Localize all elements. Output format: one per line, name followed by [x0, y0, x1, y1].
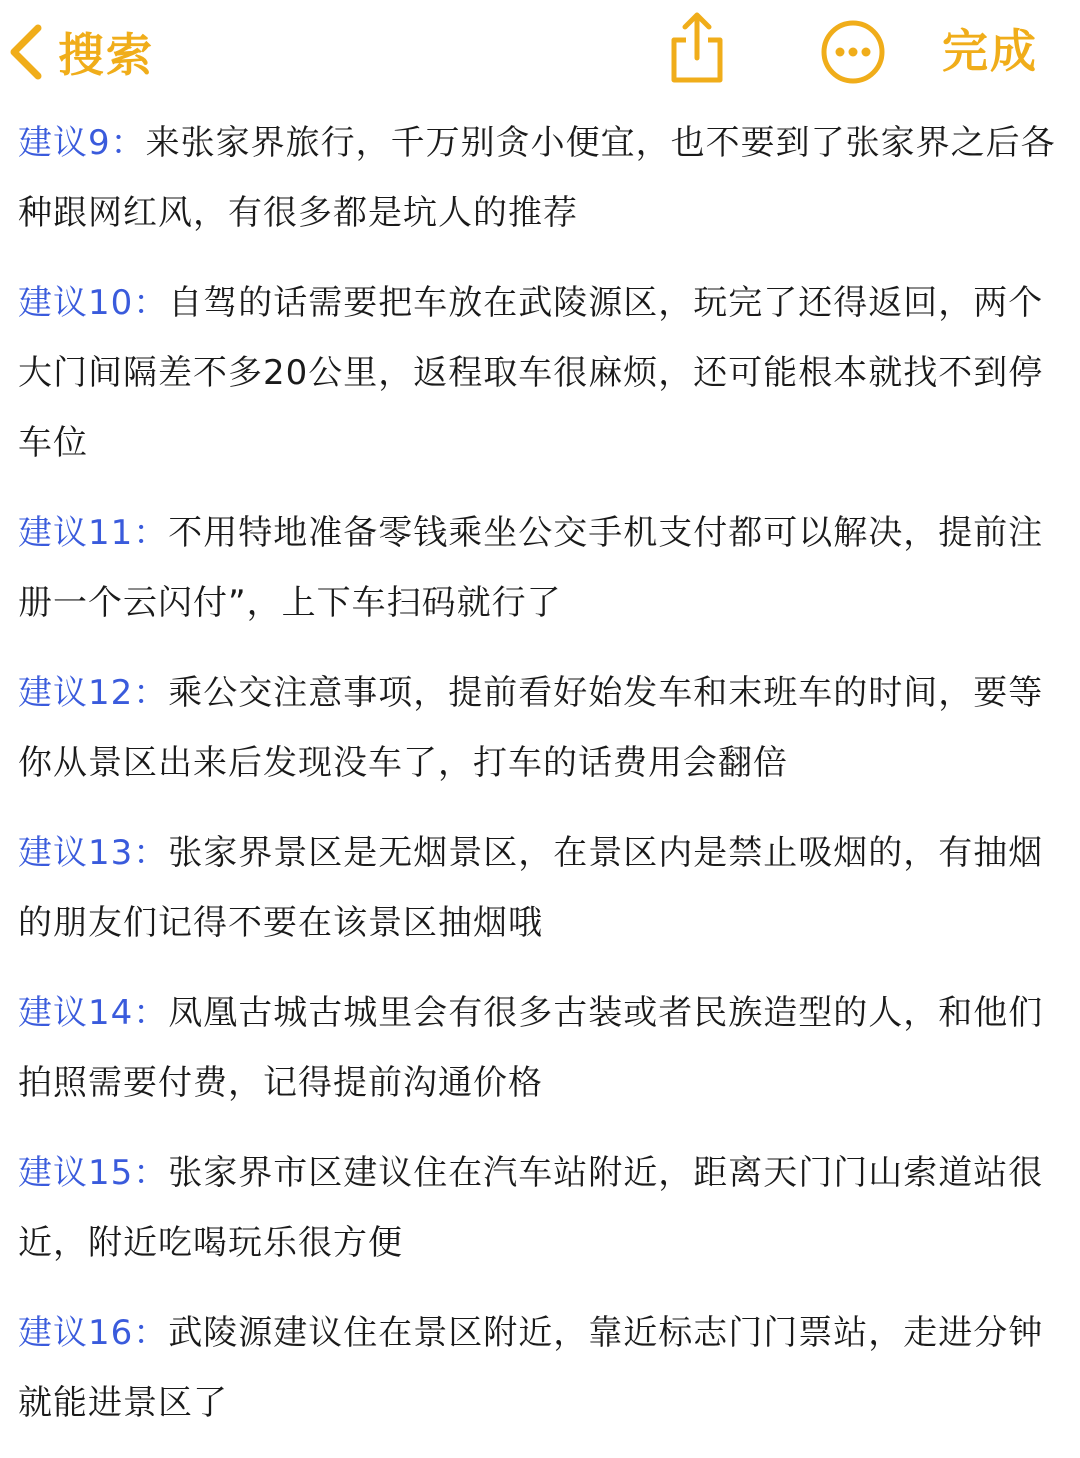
tip-item: [18, 1298, 1068, 1438]
tip-item: [18, 268, 1068, 478]
tip-text: 武陵源建议住在景区附近，靠近标志门门票站，走进分钟就能进景区了: [18, 1313, 1044, 1423]
tip-item: [18, 978, 1068, 1118]
tip-item: [18, 658, 1068, 798]
tip-text: 来张家界旅行，千万别贪小便宜，也不要到了张家界之后各种跟网红风，有很多都是坑人的推荐: [18, 123, 1056, 233]
chevron-left-icon: [8, 24, 44, 80]
tip-label: 建议15：: [18, 1153, 169, 1193]
tip-label: 建议13：: [18, 833, 169, 873]
tip-label: 建议10：: [18, 283, 169, 323]
tip-text: 不用特地准备零钱乘坐公交手机支付都可以解决，提前注册一个云闪付”，上下车扫码就行了: [18, 513, 1044, 623]
tip-label: 建议12：: [18, 673, 169, 713]
tip-text: 自驾的话需要把车放在武陵源区，玩完了还得返回，两个大门间隔差不多20公里，返程取车很麻烦，还可能根本就找不到停车位: [18, 283, 1044, 463]
tip-text: 张家界景区是无烟景区，在景区内是禁止吸烟的，有抽烟的朋友们记得不要在该景区抽烟哦: [18, 833, 1044, 943]
tip-item: [18, 108, 1068, 248]
tip-text: 乘公交注意事项，提前看好始发车和末班车的时间，要等你从景区出来后发现没车了，打车的话费用会翻倍: [18, 673, 1044, 783]
back-label: 搜索: [58, 28, 154, 82]
tip-item: [18, 498, 1068, 638]
tip-item: [18, 1138, 1068, 1278]
share-button[interactable]: [664, 10, 730, 86]
tip-label: 建议16：: [18, 1313, 169, 1353]
tip-label: 建议9：: [18, 123, 146, 163]
more-options-button[interactable]: [820, 19, 886, 85]
tip-text: 张家界市区建议住在汽车站附近，距离天门门山索道站很近，附近吃喝玩乐很方便: [18, 1153, 1044, 1263]
tip-label: 建议11：: [18, 513, 169, 553]
note-content: [18, 108, 1068, 1458]
back-button[interactable]: [8, 18, 154, 86]
more-icon: [820, 70, 886, 89]
tip-label: 建议14：: [18, 993, 169, 1033]
share-icon: [664, 71, 730, 90]
top-navigation-bar: [0, 0, 1080, 100]
done-button[interactable]: 完成: [942, 24, 1038, 78]
tip-item: [18, 818, 1068, 958]
tip-text: 凤凰古城古城里会有很多古装或者民族造型的人，和他们拍照需要付费，记得提前沟通价格: [18, 993, 1044, 1103]
